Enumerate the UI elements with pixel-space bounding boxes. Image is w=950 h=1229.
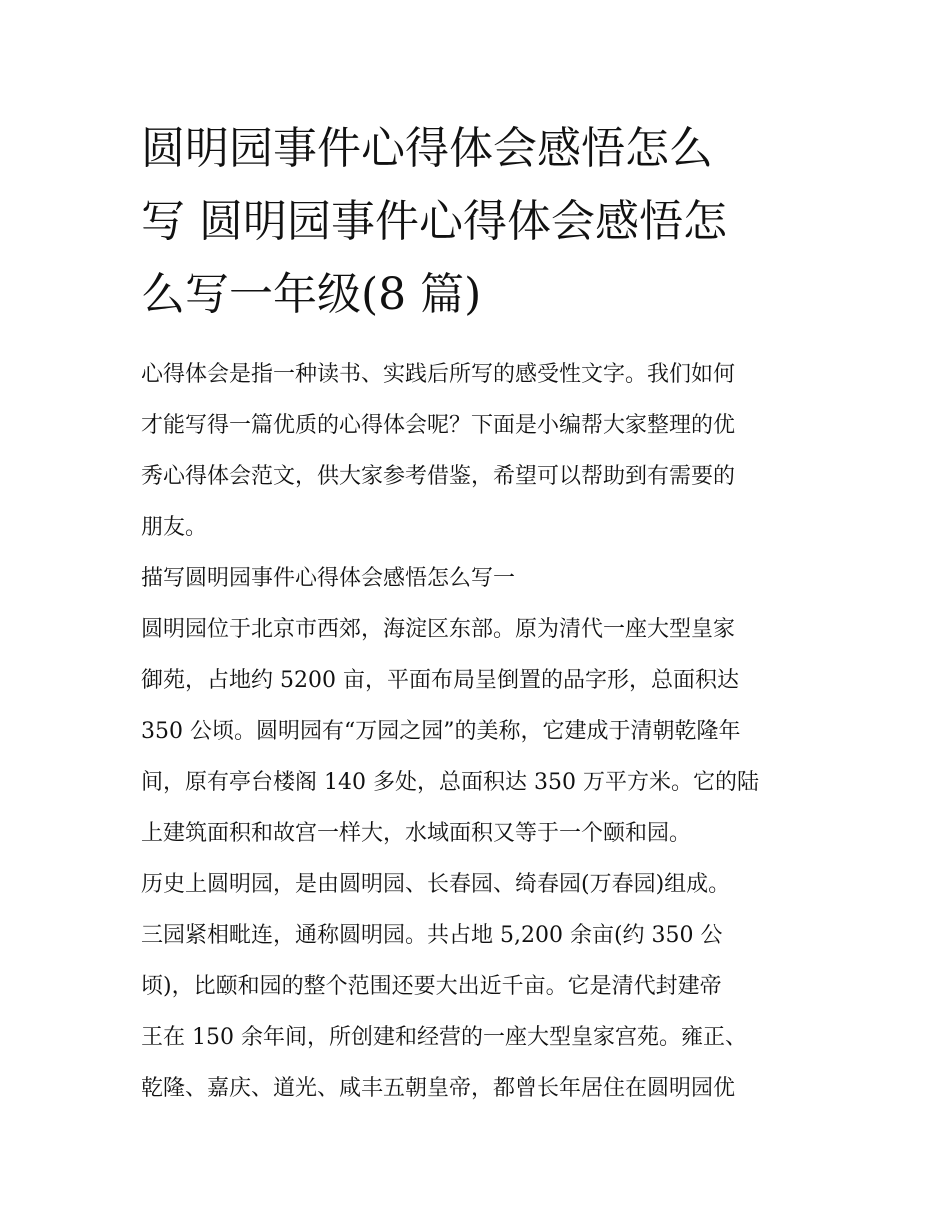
body-line-3: 秀心得体会范文，供大家参考借鉴，希望可以帮助到有需要的 <box>141 464 736 489</box>
body-line-9: 间，原有亭台楼阁 140 多处，总面积达 350 万平方米。它的陆 <box>141 770 759 795</box>
body-line-1: 心得体会是指一种读书、实践后所写的感受性文字。我们如何 <box>141 362 736 387</box>
body-line-11: 历史上圆明园，是由圆明园、长春园、绮春园(万春园)组成。 <box>141 872 731 897</box>
title-line-1: 圆明园事件心得体会感悟怎么 <box>141 123 713 174</box>
body-line-2: 才能写得一篇优质的心得体会呢？下面是小编帮大家整理的优 <box>141 413 736 438</box>
body-line-12: 三园紧相毗连，通称圆明园。共占地 5,200 余亩(约 350 公 <box>141 923 723 948</box>
body-line-7: 御苑，占地约 5200 亩，平面布局呈倒置的品字形，总面积达 <box>141 668 739 693</box>
section-heading: 描写圆明园事件心得体会感悟怎么写一 <box>141 566 516 591</box>
body-line-14: 王在 150 余年间，所创建和经营的一座大型皇家宫苑。雍正、 <box>141 1025 747 1050</box>
body-line-8: 350 公顷。圆明园有“万园之园”的美称，它建成于清朝乾隆年 <box>141 719 741 744</box>
title-line-3: 么写一年级(8 篇) <box>141 269 482 320</box>
body-line-6: 圆明园位于北京市西郊，海淀区东部。原为清代一座大型皇家 <box>141 617 736 642</box>
body-line-13: 顷)，比颐和园的整个范围还要大出近千亩。它是清代封建帝 <box>141 974 722 999</box>
document-body <box>141 349 813 1114</box>
document-content <box>141 112 813 1114</box>
body-line-10: 上建筑面积和故宫一样大，水域面积又等于一个颐和园。 <box>141 821 692 846</box>
title-line-2: 写 圆明园事件心得体会感悟怎 <box>141 196 727 247</box>
body-line-4: 朋友。 <box>141 515 208 540</box>
body-line-15: 乾隆、嘉庆、道光、咸丰五朝皇帝，都曾长年居住在圆明园优 <box>141 1076 736 1101</box>
document-title <box>141 112 813 331</box>
